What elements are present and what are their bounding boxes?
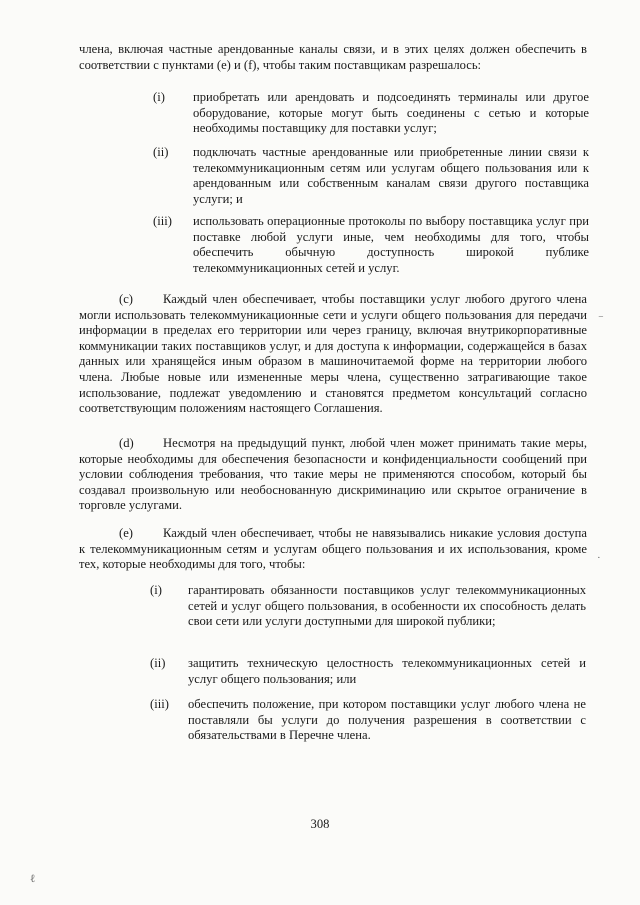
paragraph-c-label: (с)	[119, 292, 133, 306]
list1-item-3-text: использовать операционные протоколы по выбору поставщика услуг при поставке любой услуги иные, чем необходимы для того, чтобы обеспечить обычную доступность широкой публике телекоммуникационных сетей и услуг.	[193, 214, 589, 275]
paragraph-d-label: (d)	[119, 436, 134, 450]
paragraph-c-text: Каждый член обеспечивает, чтобы поставщики услуг любого другого члена могли использовать телекоммуникационные сети и услуги общего пользования для передачи информации в пределах его территории или через границу, включая внутрикорпоративные коммуникации таких поставщиков услуг, и для доступа к информации, содержащейся в базах данных или хранящейся иным образом в машиночитаемой форме на территории любого члена. Любые новые или измененные меры члена, существенно затрагивающие такое использование, подлежат уведомлению и становятся предметом консультаций согласно соответствующим положениям настоящего Соглашения.	[79, 292, 587, 416]
list2-item-2-text: защитить техническую целостность телекоммуникационных сетей и услуг общего пользования; или	[188, 656, 586, 686]
paragraph-d	[79, 436, 587, 514]
paragraph-e	[79, 526, 587, 573]
list1-item-1-text: приобретать или арендовать и подсоединять терминалы или другое оборудование, которые могут быть соединены с сетью и которые необходимы поставщику для поставки услуг;	[193, 90, 589, 136]
list1-item-1-number: (i)	[153, 90, 165, 104]
list1-item-2-text: подключать частные арендованные или приобретенные линии связи к телекоммуникационным сетям или услугам общего пользования или к арендованным или собственным каналам связи другого поставщика услуги; и	[193, 145, 589, 206]
list1-item-3-number: (iii)	[153, 214, 172, 228]
list2-item-3-text: обеспечить положение, при котором поставщики услуг любого члена не поставляли бы услуги до получения разрешения в соответствии с обязательствами в Перечне члена.	[188, 697, 586, 743]
intro-paragraph: члена, включая частные арендованные каналы связи, и в этих целях должен обеспечить в соответствии с пунктами (е) и (f), чтобы таким поставщикам разрешалось:	[79, 42, 587, 72]
list2-item-3-number: (iii)	[150, 697, 169, 711]
paragraph-e-text: Каждый член обеспечивает, чтобы не навязывались никакие условия доступа к телекоммуникационным сетям и услугам общего пользования и их использования, кроме тех, которые необходимы для того, чтобы:	[79, 526, 587, 572]
paragraph-c	[79, 292, 587, 417]
scan-mark-3: ℓ	[30, 873, 36, 885]
list2-item-1-text: гарантировать обязанности поставщиков услуг телекоммуникационных сетей и услуг общего пользования, в особенности их способность делать свои сети или услуги доступными для широкой публики;	[188, 583, 586, 629]
list1-item-2-number: (ii)	[153, 145, 169, 159]
paragraph-d-text: Несмотря на предыдущий пункт, любой член может принимать такие меры, которые необходимы для обеспечения безопасности и конфиденциальности сообщений при условии соблюдения требования, что такие меры не применяются способом, который бы создавал произвольную или необоснованную дискриминацию или скрытое ограничение в торговле услугами.	[79, 436, 587, 513]
scan-mark-1: ⁻	[598, 313, 604, 325]
page-number: 308	[310, 817, 330, 831]
list2-item-2-number: (ii)	[150, 656, 166, 670]
paragraph-e-label: (е)	[119, 526, 133, 540]
list2-item-1-number: (i)	[150, 583, 162, 597]
scan-mark-2: ·	[597, 552, 601, 564]
